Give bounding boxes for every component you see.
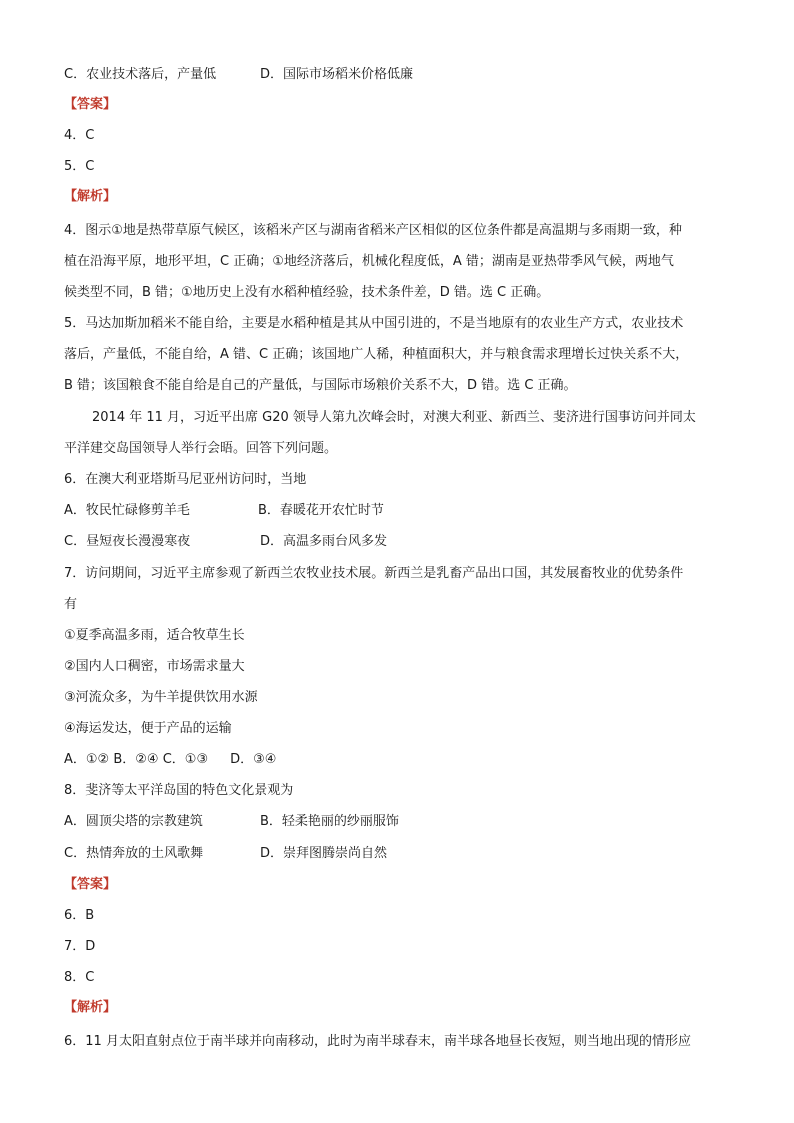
analysis-4-line-2: 植在沿海平原，地形平坦，C 正确；①地经济落后，机械化程度低，A 错；湖南是亚热带季风气候，两地气 bbox=[64, 254, 674, 269]
option-d: D．③④ bbox=[230, 752, 277, 767]
answer-4: 4．C bbox=[64, 128, 95, 143]
analysis-tag: 【解析】 bbox=[64, 1000, 117, 1015]
question-8: 8．斐济等太平洋岛国的特色文化景观为 bbox=[64, 783, 294, 798]
option-c: C．农业技术落后，产量低 bbox=[64, 67, 217, 82]
answer-6: 6．B bbox=[64, 908, 95, 923]
option-a: A．①② bbox=[64, 752, 110, 767]
option-d: D．崇拜图腾崇尚自然 bbox=[260, 846, 388, 861]
answer-tag: 【答案】 bbox=[64, 877, 117, 892]
option-b: B．②④ bbox=[113, 752, 159, 767]
answer-7: 7．D bbox=[64, 939, 96, 954]
statement-3: ③河流众多，为牛羊提供饮用水源 bbox=[64, 690, 258, 705]
option-b: B．轻柔艳丽的纱丽服饰 bbox=[260, 814, 399, 829]
option-c: C．热情奔放的土风歌舞 bbox=[64, 846, 204, 861]
analysis-tag: 【解析】 bbox=[64, 189, 117, 204]
analysis-5-line-3: B 错；该国粮食不能自给是自己的产量低，与国际市场粮价关系不大，D 错。选 C 正确。 bbox=[64, 378, 577, 393]
analysis-5-line-2: 落后，产量低，不能自给，A 错、C 正确；该国地广人稀，种植面积大，并与粮食需求理增长过快关系不大， bbox=[64, 347, 689, 362]
option-d: D．国际市场稻米价格低廉 bbox=[260, 67, 414, 82]
answer-8: 8．C bbox=[64, 970, 95, 985]
option-row bbox=[64, 845, 732, 863]
option-c: C．昼短夜长漫漫寒夜 bbox=[64, 534, 191, 549]
question-6: 6．在澳大利亚塔斯马尼亚州访问时，当地 bbox=[64, 472, 307, 487]
option-d: D．高温多雨台风多发 bbox=[260, 534, 388, 549]
analysis-4-line-1: 4．图示①地是热带草原气候区，该稻米产区与湖南省稻米产区相似的区位条件都是高温期与多雨期一致，种 bbox=[64, 223, 682, 238]
option-row bbox=[64, 66, 732, 84]
option-a: A．圆顶尖塔的宗教建筑 bbox=[64, 814, 203, 829]
statement-1: ①夏季高温多雨，适合牧草生长 bbox=[64, 628, 245, 643]
option-row bbox=[64, 813, 732, 831]
analysis-5-line-1: 5．马达加斯加稻米不能自给，主要是水稻种植是其从中国引进的，不是当地原有的农业生产方式，农业技术 bbox=[64, 316, 684, 331]
analysis-6-line-1: 6．11 月太阳直射点位于南半球并向南移动，此时为南半球春末，南半球各地昼长夜短，则当地出现的情形应 bbox=[64, 1034, 691, 1049]
statement-2: ②国内人口稠密，市场需求量大 bbox=[64, 659, 245, 674]
question-7-line-2: 有 bbox=[64, 597, 78, 612]
option-row bbox=[64, 533, 732, 551]
answer-tag: 【答案】 bbox=[64, 97, 117, 112]
statement-4: ④海运发达，便于产品的运输 bbox=[64, 721, 232, 736]
intro-line-1: 2014 年 11 月，习近平出席 G20 领导人第九次峰会时，对澳大利亚、新西兰、斐济进行国事访问并同太 bbox=[92, 410, 696, 425]
option-c: C．①③ bbox=[162, 752, 209, 767]
analysis-4-line-3: 候类型不同，B 错；①地历史上没有水稻种植经验，技术条件差，D 错。选 C 正确。 bbox=[64, 285, 550, 300]
answer-5: 5．C bbox=[64, 159, 95, 174]
option-row bbox=[64, 751, 732, 769]
question-7-line-1: 7．访问期间，习近平主席参观了新西兰农牧业技术展。新西兰是乳畜产品出口国，其发展畜牧业的优势条件 bbox=[64, 566, 684, 581]
intro-line-2: 平洋建交岛国领导人举行会晤。回答下列问题。 bbox=[64, 441, 338, 456]
option-a: A．牧民忙碌修剪羊毛 bbox=[64, 503, 190, 518]
option-b: B．春暖花开农忙时节 bbox=[258, 503, 384, 518]
option-row bbox=[64, 502, 732, 520]
